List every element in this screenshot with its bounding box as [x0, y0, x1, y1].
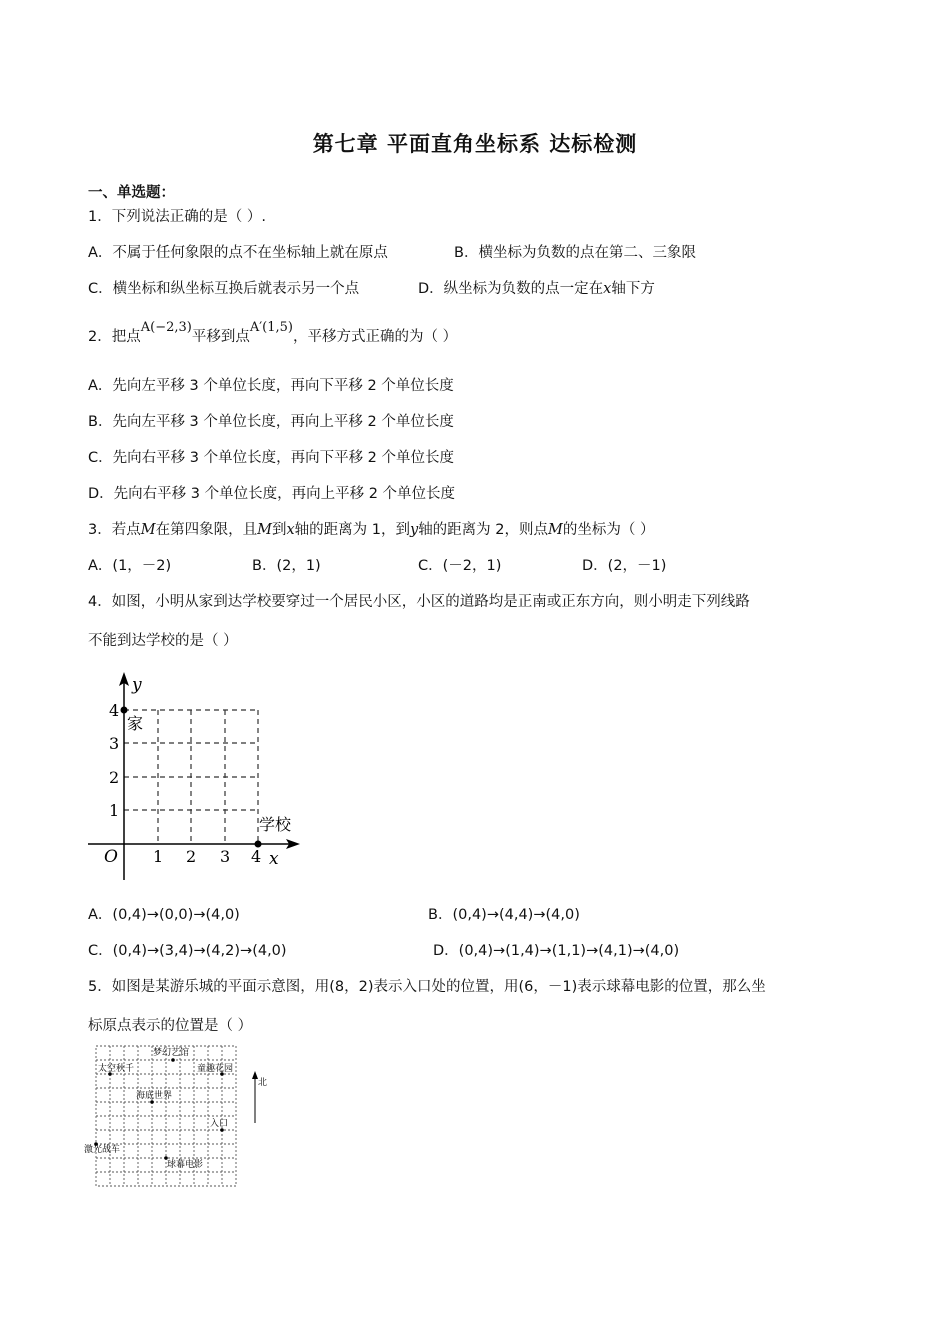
q2-point-a-prime: A′(1,5): [249, 320, 294, 335]
q2-text-mid: 平移到点: [191, 329, 250, 345]
park-map-figure: [84, 1043, 274, 1193]
y-tick-label: 2: [109, 768, 120, 787]
coordinate-grid-figure: [86, 668, 306, 883]
q3-var-y: y: [409, 522, 419, 538]
y-tick-label: 3: [109, 734, 120, 753]
q2-text-post: ，平移方式正确的为（ ）: [293, 329, 458, 345]
origin-label: O: [104, 847, 118, 867]
q2-point-a: A(−2,3): [140, 320, 192, 335]
page-title: 第七章 平面直角坐标系 达标检测: [312, 132, 638, 156]
q3-var-m: M: [140, 522, 156, 538]
grid-lines: [124, 710, 258, 844]
q1-option-d: [418, 279, 655, 299]
q2-option-b: B．先向左平移 3 个单位长度，再向上平移 2 个单位长度: [88, 414, 454, 430]
x-tick-label: 3: [220, 847, 231, 866]
q1-option-d-text2: 轴下方: [611, 281, 655, 297]
q3-var-x: x: [286, 522, 295, 538]
q3-option-c: C．(－2，1): [418, 558, 502, 574]
q3-text: 到: [271, 522, 287, 538]
q3-text: 3．若点: [88, 522, 141, 538]
home-label: 家: [127, 714, 144, 733]
q1-option-b: B．横坐标为负数的点在第二、三象限: [454, 245, 696, 261]
question-3-stem: [88, 520, 655, 540]
q2-option-d: D．先向右平移 3 个单位长度，再向上平移 2 个单位长度: [88, 486, 456, 502]
map-label: 入口: [210, 1119, 229, 1129]
question-1-stem: 1．下列说法正确的是（ ）.: [88, 209, 266, 225]
q3-var-m: M: [548, 522, 563, 538]
map-label: 海底世界: [136, 1091, 173, 1101]
x-tick-label: 2: [186, 847, 197, 866]
q3-text: 在第四象限，且: [155, 522, 258, 538]
x-tick-label: 4: [251, 847, 262, 866]
q2-text: 2．把点: [88, 329, 141, 345]
q4-option-a: A．(0,4)→(0,0)→(4,0): [88, 907, 240, 923]
map-label: 激光战车: [84, 1145, 121, 1155]
q2-option-c: C．先向右平移 3 个单位长度，再向下平移 2 个单位长度: [88, 450, 455, 466]
q3-option-d: D．(2，－1): [582, 558, 667, 574]
home-point: [121, 707, 128, 714]
school-label: 学校: [259, 815, 292, 834]
q1-option-d-text: D．纵坐标为负数的点一定在: [418, 281, 604, 297]
map-label: 童趣花园: [197, 1064, 234, 1074]
x-axis-label: x: [269, 849, 279, 869]
y-tick-label: 4: [109, 701, 120, 720]
map-label: 太空秋千: [98, 1064, 135, 1074]
q3-var-m: M: [257, 522, 272, 538]
q3-option-a: A．(1，－2): [88, 558, 172, 574]
q4-option-d: D．(0,4)→(1,4)→(1,1)→(4,1)→(4,0): [433, 943, 680, 959]
q4-option-b: B．(0,4)→(4,4)→(4,0): [428, 907, 580, 923]
north-label: 北: [258, 1078, 268, 1088]
north-arrow-head: [252, 1071, 258, 1079]
q2-option-a: A．先向左平移 3 个单位长度，再向下平移 2 个单位长度: [88, 378, 454, 394]
question-5-stem-line1: 5．如图是某游乐城的平面示意图，用(8，2)表示入口处的位置，用(6，－1)表示球幕电影的位置，那么坐: [88, 979, 766, 995]
question-2-stem: [88, 320, 458, 348]
question-4-stem-line2: 不能到达学校的是（ ）: [88, 633, 238, 649]
q3-text: 轴的距离为 1，到: [294, 522, 410, 538]
y-tick-label: 1: [109, 801, 120, 820]
question-5-stem-line2: 标原点表示的位置是（ ）: [88, 1018, 253, 1034]
q3-text: 的坐标为（ ）: [562, 522, 655, 538]
map-label: 球幕电影: [167, 1160, 204, 1170]
q1-option-c: C．横坐标和纵坐标互换后就表示另一个点: [88, 281, 360, 297]
q1-option-d-var: x: [603, 281, 612, 297]
q3-text: 轴的距离为 2，则点: [418, 522, 549, 538]
q4-option-c: C．(0,4)→(3,4)→(4,2)→(4,0): [88, 943, 287, 959]
q3-option-b: B．(2，1): [252, 558, 321, 574]
q1-option-a: A．不属于任何象限的点不在坐标轴上就在原点: [88, 245, 388, 261]
x-tick-label: 1: [153, 847, 164, 866]
section-heading: 一、单选题：: [88, 185, 175, 201]
y-axis-label: y: [132, 675, 142, 695]
map-label: 梦幻艺馆: [153, 1048, 190, 1058]
question-4-stem-line1: 4．如图，小明从家到达学校要穿过一个居民小区，小区的道路均是正南或正东方向，则小明走下列线路: [88, 594, 750, 610]
